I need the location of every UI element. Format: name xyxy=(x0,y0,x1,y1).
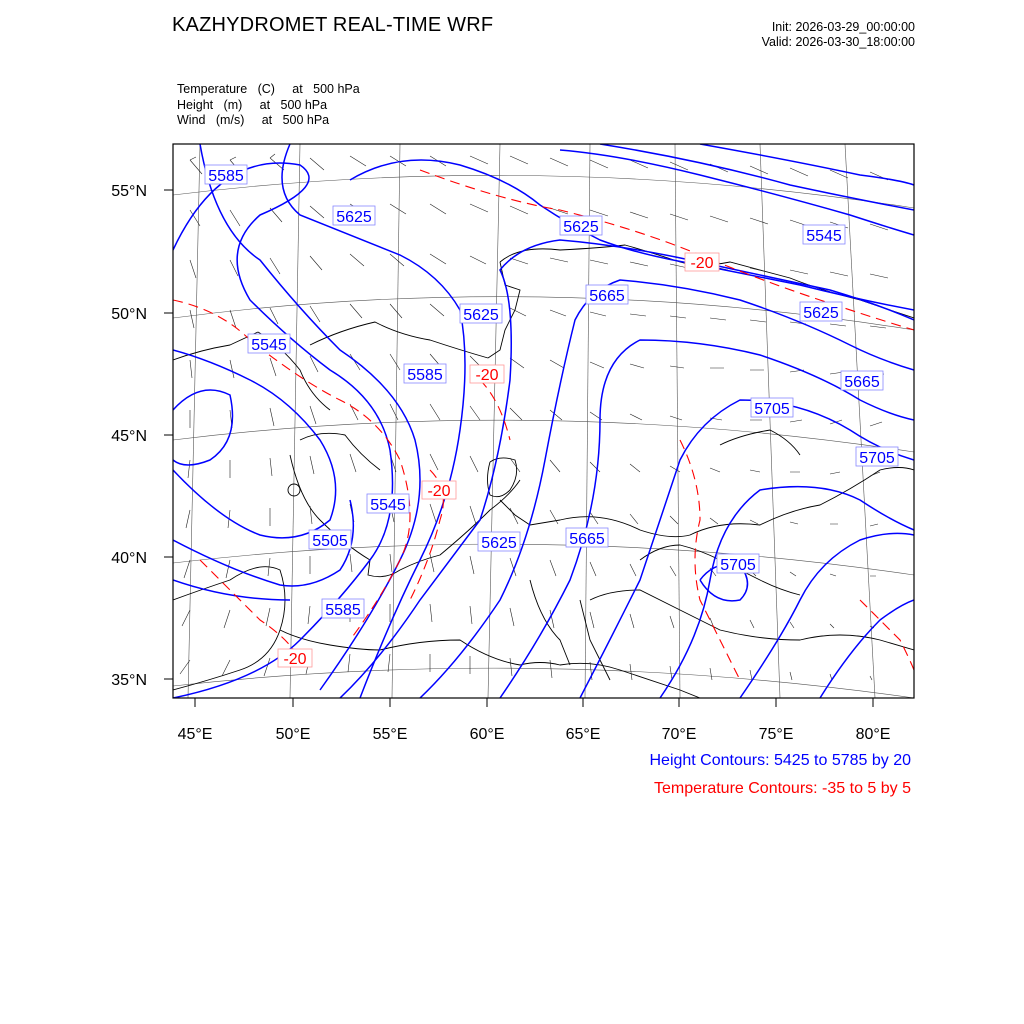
lon-label: 45°E xyxy=(177,726,213,743)
height-label xyxy=(803,225,845,245)
temperature-contour-legend: Temperature Contours: -35 to 5 by 5 xyxy=(653,780,911,797)
height-label xyxy=(478,532,520,552)
svg-text:5665: 5665 xyxy=(569,531,605,548)
svg-text:5625: 5625 xyxy=(563,219,599,236)
longitude-labels xyxy=(178,726,891,743)
lat-label: 45°N xyxy=(111,428,147,445)
height-label xyxy=(800,302,842,322)
temp-label xyxy=(278,649,312,668)
svg-text:-20: -20 xyxy=(475,367,499,384)
valid-time: Valid: 2026-03-30_18:00:00 xyxy=(761,35,915,49)
latitude-labels xyxy=(111,183,147,689)
svg-text:5625: 5625 xyxy=(481,535,517,552)
svg-text:5505: 5505 xyxy=(312,533,348,550)
svg-text:5545: 5545 xyxy=(370,497,406,514)
lon-label: 50°E xyxy=(275,726,311,743)
height-contour-legend: Height Contours: 5425 to 5785 by 20 xyxy=(649,752,911,769)
field-wind: Wind (m/s) at 500 hPa xyxy=(177,113,330,127)
field-height: Height (m) at 500 hPa xyxy=(177,97,328,112)
temp-label xyxy=(685,253,719,272)
height-label xyxy=(751,398,793,418)
svg-text:-20: -20 xyxy=(427,483,451,500)
lon-label: 55°E xyxy=(372,726,408,743)
height-label xyxy=(205,165,247,185)
svg-text:5625: 5625 xyxy=(463,307,499,324)
svg-text:5705: 5705 xyxy=(754,401,790,418)
svg-text:5665: 5665 xyxy=(589,288,625,305)
height-label xyxy=(248,334,290,354)
temp-label xyxy=(470,365,504,384)
lat-label: 55°N xyxy=(111,183,147,200)
height-label xyxy=(333,206,375,226)
field-temperature: Temperature (C) at 500 hPa xyxy=(177,82,360,96)
lon-label: 65°E xyxy=(565,726,601,743)
svg-text:5585: 5585 xyxy=(407,367,443,384)
height-label xyxy=(460,304,502,324)
svg-text:5545: 5545 xyxy=(251,337,287,354)
lat-label: 35°N xyxy=(111,672,147,689)
height-label xyxy=(841,371,883,391)
init-time: Init: 2026-03-29_00:00:00 xyxy=(771,20,915,34)
lat-label: 50°N xyxy=(111,306,147,323)
svg-text:5585: 5585 xyxy=(208,168,244,185)
height-contour-labels xyxy=(205,165,898,619)
temperature-contours xyxy=(173,170,914,680)
svg-text:-20: -20 xyxy=(283,651,307,668)
svg-text:5705: 5705 xyxy=(859,450,895,467)
height-label xyxy=(566,528,608,548)
lon-label: 80°E xyxy=(855,726,891,743)
height-label xyxy=(404,364,446,384)
map-title: KAZHYDROMET REAL-TIME WRF xyxy=(172,14,494,36)
height-label xyxy=(586,285,628,305)
lon-label: 60°E xyxy=(469,726,505,743)
tick-marks xyxy=(164,190,873,707)
height-label xyxy=(322,599,364,619)
svg-text:5665: 5665 xyxy=(844,374,880,391)
svg-text:5625: 5625 xyxy=(336,209,372,226)
svg-text:-20: -20 xyxy=(690,255,714,272)
svg-text:5625: 5625 xyxy=(803,305,839,322)
height-label xyxy=(856,447,898,467)
height-label xyxy=(309,530,351,550)
temp-label xyxy=(422,481,456,500)
lon-label: 75°E xyxy=(758,726,794,743)
svg-text:5545: 5545 xyxy=(806,228,842,245)
height-label xyxy=(367,494,409,514)
lon-label: 70°E xyxy=(661,726,697,743)
height-label xyxy=(560,216,602,236)
svg-text:5705: 5705 xyxy=(720,557,756,574)
svg-text:5585: 5585 xyxy=(325,602,361,619)
height-label xyxy=(717,554,759,574)
lat-label: 40°N xyxy=(111,550,147,567)
